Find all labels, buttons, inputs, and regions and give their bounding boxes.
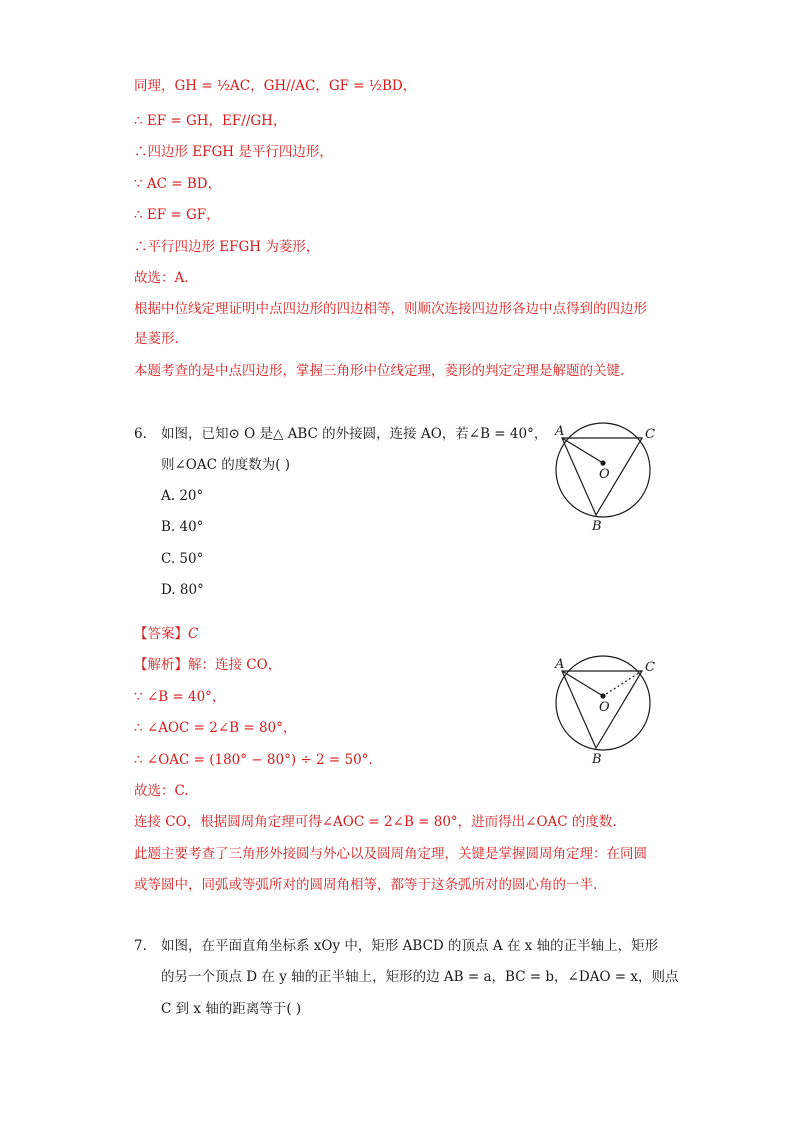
- question-stem: C 到 x 轴的距离等于( ): [161, 1001, 302, 1017]
- analysis-text: 解：连接 CO，: [188, 657, 282, 673]
- solution-line: ∵ AC = BD，: [134, 176, 222, 192]
- question-number: 6.: [134, 426, 147, 442]
- label-b: B: [592, 752, 602, 767]
- solution-line: 根据中位线定理证明中点四边形的四边相等，则顺次连接四边形各边中点得到的四边形: [134, 301, 647, 317]
- circle-figure-solution: [548, 651, 660, 769]
- solution-line: 本题考查的是中点四边形，掌握三角形中位线定理，菱形的判定定理是解题的关键.: [134, 363, 625, 379]
- answer-value: C: [188, 626, 199, 642]
- solution-line: ∴ EF = GH，EF//GH，: [134, 113, 287, 129]
- label-c: C: [645, 427, 655, 442]
- center-point: [600, 693, 605, 698]
- analysis-step: 或等圆中，同弧或等弧所对的圆周角相等，都等于这条弧所对的圆心角的一半.: [134, 877, 598, 893]
- center-point: [600, 460, 605, 465]
- analysis-step: ∴ ∠AOC = 2∠B = 80°，: [134, 720, 297, 736]
- solution-line: 同理，GH = ½AC，GH//AC，GF = ½BD，: [134, 78, 417, 94]
- analysis-line: [134, 655, 281, 675]
- analysis-step: 此题主要考查了三角形外接圆与外心以及圆周角定理，关键是掌握圆周角定理：在同圆: [134, 846, 647, 862]
- question-stem: 如图，已知⊙ O 是△ ABC 的外接圆，连接 AO，若∠B = 40°，: [161, 426, 548, 442]
- analysis-tag: 【解析】: [134, 657, 188, 673]
- label-o: O: [599, 467, 610, 482]
- label-c: C: [645, 660, 655, 675]
- option-c: C. 50°: [161, 551, 204, 567]
- question-stem: 的另一个顶点 D 在 y 轴的正半轴上，矩形的边 AB = a，BC = b，∠DAO = x，则点: [161, 969, 679, 985]
- question-stem: 则∠OAC 的度数为( ): [161, 457, 291, 473]
- analysis-step: 故选：C.: [134, 783, 189, 799]
- solution-line: ∴四边形 EFGH 是平行四边形，: [134, 144, 333, 160]
- segment-co-dashed: [603, 671, 642, 696]
- option-a: A. 20°: [161, 488, 204, 504]
- answer-tag: 【答案】: [134, 626, 188, 642]
- solution-line: ∴ EF = GF，: [134, 207, 220, 223]
- analysis-step: ∴ ∠OAC = (180° − 80°) ÷ 2 = 50°.: [134, 752, 373, 768]
- label-b: B: [592, 519, 602, 534]
- label-a: A: [555, 424, 565, 439]
- label-a: A: [555, 657, 565, 672]
- circle-figure: [548, 418, 660, 536]
- option-b: B. 40°: [161, 519, 204, 535]
- solution-line: ∴平行四边形 EFGH 为菱形，: [134, 239, 320, 255]
- solution-line: 是菱形.: [134, 331, 179, 347]
- question-stem: 如图，在平面直角坐标系 xOy 中，矩形 ABCD 的顶点 A 在 x 轴的正半轴上，矩形: [161, 938, 659, 954]
- analysis-step: ∵ ∠B = 40°，: [134, 689, 226, 705]
- analysis-step: 连接 CO，根据圆周角定理可得∠AOC = 2∠B = 80°，进而得出∠OAC 的度数.: [134, 814, 617, 830]
- question-number: 7.: [134, 938, 147, 954]
- solution-line: 故选：A.: [134, 270, 189, 286]
- label-o: O: [599, 700, 610, 715]
- option-d: D. 80°: [161, 582, 204, 598]
- answer-line: [134, 624, 198, 644]
